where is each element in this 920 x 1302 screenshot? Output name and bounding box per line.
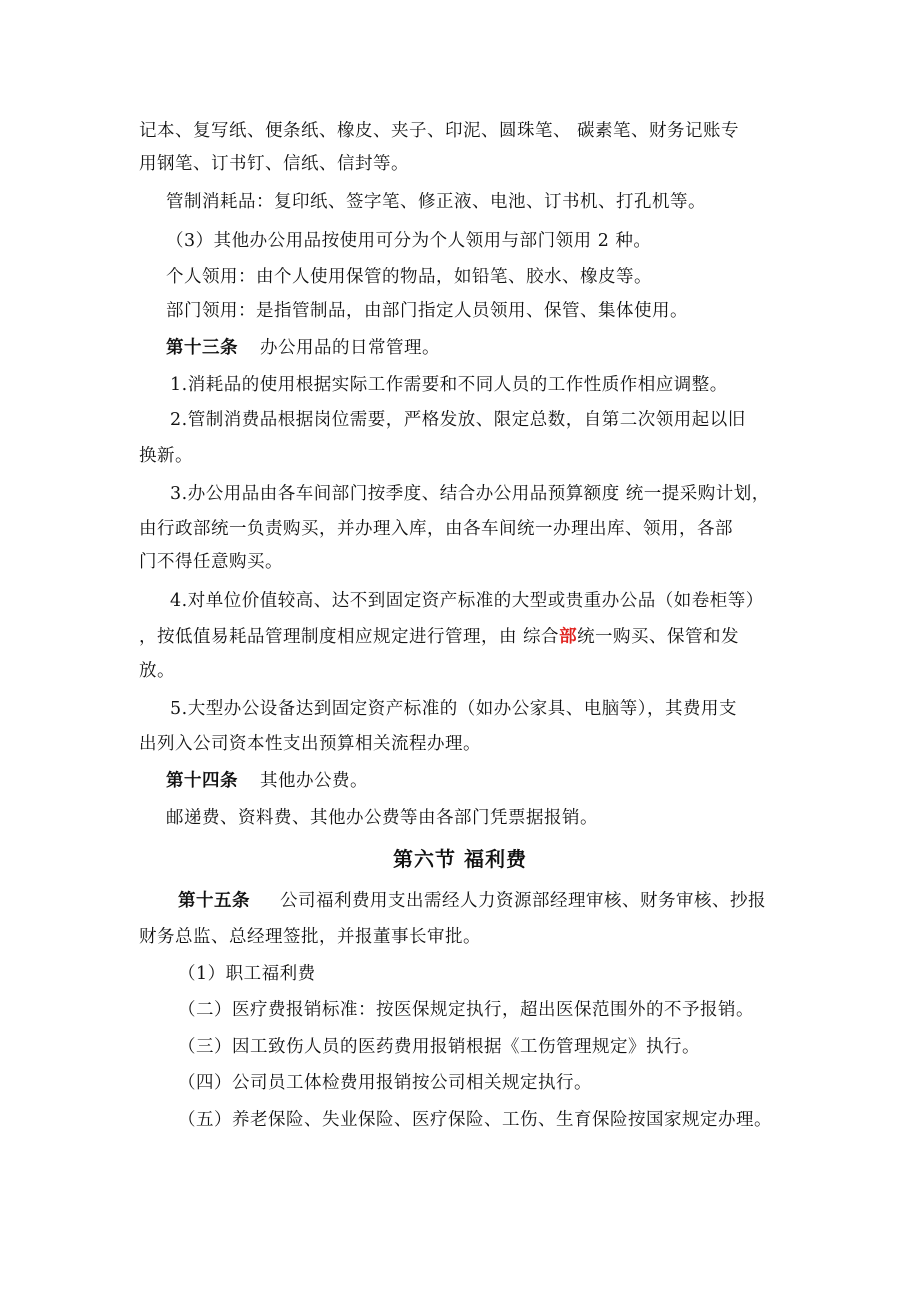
article-label: 第十三条 [166,338,238,358]
article-15 [178,886,766,916]
text-line: 管制消耗品：复印纸、签字笔、修正液、电池、订书机、打孔机等。 [166,192,706,212]
article-label: 第十五条 [178,891,250,911]
text-line: 由行政部统一负责购买，并办理入库，由各车间统一办理出库、领用，各部 [139,519,733,539]
text-line [139,622,739,652]
text-segment: 统一购买、保管和发 [577,627,740,647]
list-item: （三）因工致伤人员的医药费用报销根据《工伤管理规定》执行。 [178,1037,700,1057]
text-line: 个人领用：由个人使用保管的物品，如铅笔、胶水、橡皮等。 [166,267,652,287]
text-line: （3）其他办公用品按使用可分为个人领用与部门领用 2 种。 [166,231,652,251]
highlighted-char: 部 [559,627,578,647]
text-line: 记本、复写纸、便条纸、橡皮、夹子、印泥、圆珠笔、 碳素笔、财务记账专 [139,121,740,141]
text-line: 4.对单位价值较高、达不到固定资产标准的大型或贵重办公品（如卷柜等） [170,591,764,611]
list-item: （四）公司员工体检费用报销按公司相关规定执行。 [178,1073,592,1093]
text-line: 5.大型办公设备达到固定资产标准的（如办公家具、电脑等），其费用支 [170,699,737,719]
article-14 [166,766,368,796]
text-line: 邮递费、资料费、其他办公费等由各部门凭票据报销。 [166,808,598,828]
text-line: 用钢笔、订书钉、信纸、信封等。 [139,154,409,174]
text-line: 1.消耗品的使用根据实际工作需要和不同人员的工作性质作相应调整。 [170,375,728,395]
text-segment: ，按低值易耗品管理制度相应规定进行管理，由 综合 [139,627,560,647]
text-line: 财务总监、总经理签批，并报董事长审批。 [139,927,481,947]
text-line: 2.管制消费品根据岗位需要，严格发放、限定总数，自第二次领用起以旧 [170,410,746,430]
text-line: 换新。 [139,446,193,466]
article-label: 第十四条 [166,771,238,791]
text-line: 门不得任意购买。 [139,552,283,572]
list-item: （1）职工福利费 [178,964,316,984]
article-text: 其他办公费。 [260,771,368,791]
text-line: 出列入公司资本性支出预算相关流程办理。 [139,734,481,754]
article-text: 办公用品的日常管理。 [260,338,440,358]
article-text: 公司福利费用支出需经人力资源部经理审核、财务审核、抄报 [280,891,766,911]
text-line: 3.办公用品由各车间部门按季度、结合办公用品预算额度 统一提采购计划， [170,484,770,504]
text-line: 部门领用：是指管制品，由部门指定人员领用、保管、集体使用。 [166,301,688,321]
section-heading: 第六节 福利费 [393,847,527,871]
article-13 [166,333,440,363]
text-line: 放。 [139,661,175,681]
list-item: （二）医疗费报销标准：按医保规定执行，超出医保范围外的不予报销。 [178,1000,754,1020]
list-item: （五）养老保险、失业保险、医疗保险、工伤、生育保险按国家规定办理。 [178,1110,772,1130]
